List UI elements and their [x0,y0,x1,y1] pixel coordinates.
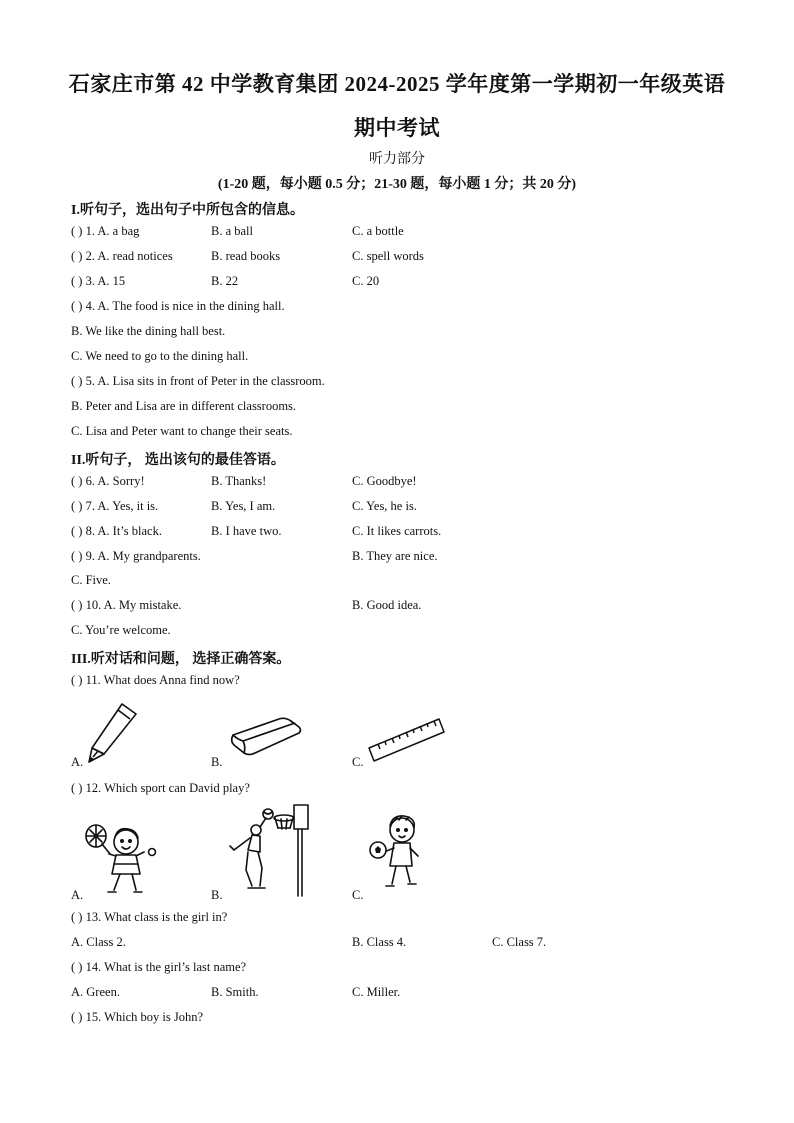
q12-label-b: B. [211,888,223,902]
q14-option-c: C. Miller. [352,985,401,999]
q8-option-c: C. It likes carrots. [352,524,442,538]
q6-option-a: ( ) 6. A. Sorry! [71,474,145,488]
football-boy-picture [366,812,426,898]
ruler-picture [366,716,446,764]
tennis-boy-picture [82,822,158,898]
q10-option-b: B. Good idea. [352,598,422,612]
section-2-heading: II.听句子， 选出该句的最佳答语。 [71,453,285,468]
section-3-heading: III.听对话和问题， 选择正确答案。 [71,652,291,667]
exam-title-line2: 期中考试 [354,116,440,140]
q14-stem: ( ) 14. What is the girl’s last name? [71,960,247,974]
q12-label-c: C. [352,888,364,902]
q2-option-b: B. read books [211,249,281,263]
q14-option-a: A. Green. [71,985,120,999]
q13-option-a: A. Class 2. [71,935,126,949]
q1-option-b: B. a ball [211,224,254,238]
q10-option-a: ( ) 10. A. My mistake. [71,598,182,612]
q11-stem: ( ) 11. What does Anna find now? [71,673,240,687]
q13-stem: ( ) 13. What class is the girl in? [71,910,228,924]
q1-option-c: C. a bottle [352,224,404,238]
q7-option-a: ( ) 7. A. Yes, it is. [71,499,159,513]
q13-option-b: B. Class 4. [352,935,407,949]
q9-option-c: C. Five. [71,573,111,587]
q5-option-b: B. Peter and Lisa are in different classrooms. [71,399,297,413]
q7-option-c: C. Yes, he is. [352,499,417,513]
q12-stem: ( ) 12. Which sport can David play? [71,781,250,795]
q13-option-c: C. Class 7. [492,935,547,949]
q10-option-c: C. You’re welcome. [71,623,171,637]
exam-title-line1: 石家庄市第 42 中学教育集团 2024-2025 学年度第一学期初一年级英语 [68,72,726,96]
q7-option-b: B. Yes, I am. [211,499,276,513]
q11-label-a: A. [71,755,84,769]
eraser-picture [227,713,305,761]
q6-option-c: C. Goodbye! [352,474,417,488]
section-1-heading: I.听句子，选出句子中所包含的信息。 [71,203,304,218]
q12-label-a: A. [71,888,84,902]
q3-option-c: C. 20 [352,274,380,288]
q2-option-a: ( ) 2. A. read notices [71,249,173,263]
q1-option-a: ( ) 1. A. a bag [71,224,140,238]
q9-option-b: B. They are nice. [352,549,438,563]
q11-label-c: C. [352,755,364,769]
part-heading: 听力部分 [369,152,425,167]
q4-option-a: ( ) 4. A. The food is nice in the dining hall. [71,299,285,313]
q3-option-a: ( ) 3. A. 15 [71,274,126,288]
q15-stem: ( ) 15. Which boy is John? [71,1010,204,1024]
q3-option-b: B. 22 [211,274,239,288]
q14-option-b: B. Smith. [211,985,259,999]
scoring-note: (1-20 题，每小题 0.5 分；21-30 题，每小题 1 分；共 20 分) [217,177,577,192]
q5-option-a: ( ) 5. A. Lisa sits in front of Peter in the classroom. [71,374,325,388]
q8-option-a: ( ) 8. A. It’s black. [71,524,162,538]
pencil-picture [84,700,140,764]
q4-option-c: C. We need to go to the dining hall. [71,349,249,363]
q8-option-b: B. I have two. [211,524,282,538]
basketball-player-picture [226,800,314,900]
q11-label-b: B. [211,755,223,769]
q2-option-c: C. spell words [352,249,424,263]
q5-option-c: C. Lisa and Peter want to change their seats. [71,424,293,438]
q9-option-a: ( ) 9. A. My grandparents. [71,549,201,563]
q6-option-b: B. Thanks! [211,474,267,488]
q4-option-b: B. We like the dining hall best. [71,324,226,338]
